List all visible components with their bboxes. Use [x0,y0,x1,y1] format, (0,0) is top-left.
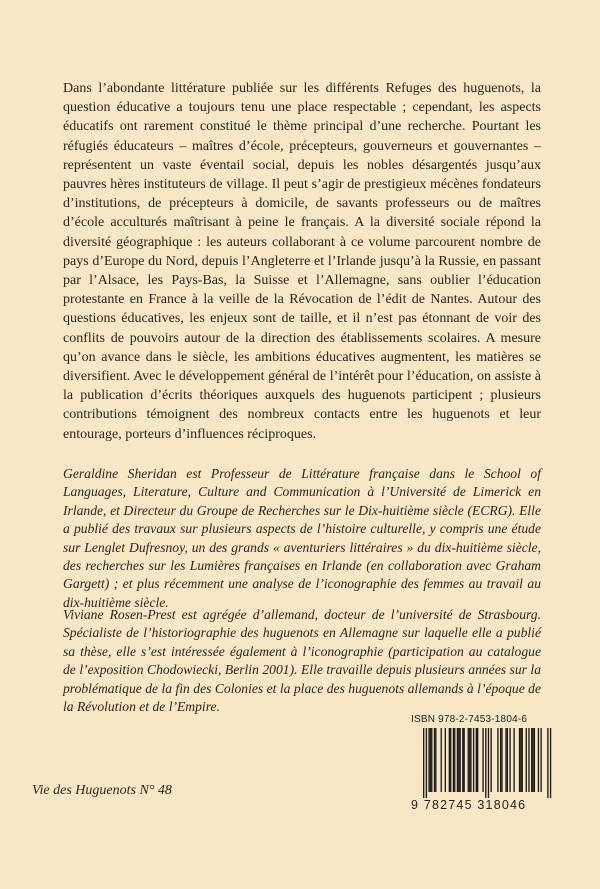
summary-paragraph: Dans l’abondante littérature publiée sur les différents Refuges des huguenots, la question éducative a toujours tenu une place respectable ; cependant, les aspects éducatifs ont rarement constitué le thème principal d’une recherche. Pourtant les réfugiés éducateurs – maîtres d’école, précepteurs, gouverneurs et gouvernantes – représentent un vaste éventail social, depuis les nobles désargentés jusqu’aux pauvres hères instituteurs de village. Il peut s’agir de prestigieux mécènes fondateurs d’institutions, de précepteurs à domicile, de savants professeurs ou de maîtres d’école acculturés maîtrisant à peine le français. A la diversité sociale répond la diversité géographique : les auteurs collaborant à ce volume parcourent nombre de pays d’Europe du Nord, depuis l’Angleterre et l’Irlande jusqu’à la Russie, en passant par l’Alsace, les Pays-Bas, la Suisse et l’Allemagne, sans oublier l’éducation protestante en France à la veille de la Révocation de l’édit de Nantes. Autour des questions éducatives, les enjeux sont de taille, et il n’est pas étonnant de voir des conflits de pouvoirs autour de la direction des établissements scolaires. A mesure qu’on avance dans le siècle, les ambitions éducatives augmentent, les matières se diversifient. Avec le développement général de l’intérêt pour l’éducation, on assiste à la publication d’écrits théoriques auxquels des huguenots participent ; plusieurs contributions témoignent des nombreux contacts entre les huguenots et leur entourage, porteurs d’influences réciproques. [63,81,541,442]
barcode-bar [450,728,451,792]
author-bio-sheridan [63,465,541,612]
barcode-bar [441,728,442,792]
barcode-bar [426,728,427,798]
barcode-bar [445,728,446,792]
barcode-bar [547,728,548,798]
author-bio-text: Viviane Rosen-Prest est agrégée d’allemand, docteur de l’université de Strasbourg. Spécialiste de l’historiographie des huguenots en Allemagne sur laquelle elle a publié sa thèse, elle s’est intéressée également à l’iconographie (participation au catalogue de l’exposition Chodowiecki, Berlin 2001). Elle travaille depuis plusieurs années sur la problématique de la fin des Colonies et la place des huguenots allemands à l’époque de la Révolution et de l’Empire. [63,607,541,715]
barcode-bar [470,728,471,792]
series-label: Vie des Huguenots N° 48 [32,783,172,798]
barcode-bar [434,728,435,792]
barcode-bar [423,728,424,798]
barcode-bar [491,728,492,792]
barcode-bar [431,728,432,792]
isbn-barcode-block [411,714,559,816]
barcode-bar [500,728,501,792]
barcode-bar [462,728,463,792]
barcode-bar [550,728,551,798]
barcode-bar [476,728,477,792]
author-bio-rosen-prest [63,606,541,716]
barcode-bar [464,728,465,792]
barcode-bar [513,728,514,792]
barcode-bar [488,728,489,798]
barcode-bar [528,728,529,792]
barcode-bar [468,728,469,792]
barcode-bar [520,728,521,792]
author-bio-text: Geraldine Sheridan est Professeur de Littérature française dans le School of Languages, Literature, Culture and Communication à l’Université de Limerick en Irlande, et Directeur du Groupe de Recherches sur le Dix-huitième siècle (ECRG). Elle a publié des travaux sur plusieurs aspects de l’histoire culturelle, y compris une étude sur Lenglet Dufresnoy, un des grands « aventuriers littéraires » du dix-huitième siècle, des recherches sur les Lumières françaises en Irlande (en collaboration avec Graham Gargett) ; et plus récemment une analyse de l’iconographie des femmes au travail au dix-huitième siècle. [63,466,541,610]
barcode-bar [507,728,508,792]
barcode-bar [435,728,436,792]
barcode-bar [477,728,478,792]
barcode-bar [509,728,510,792]
barcode-bar [532,728,533,792]
barcode-bar [469,728,470,792]
barcode-bar [449,728,450,792]
barcode-bar [453,728,454,792]
barcode-bar [505,728,506,792]
barcode-bar [459,728,460,792]
barcode-bar [485,728,486,798]
barcode-bar [457,728,458,792]
barcode-bar [540,728,541,792]
barcode-bar [497,728,498,792]
barcode-bar [519,728,520,792]
barcode-bar [501,728,502,792]
barcode-bar [458,728,459,792]
barcode-image [411,728,559,798]
summary-text [63,79,541,444]
barcode-bar [538,728,539,792]
barcode-bar [531,728,532,792]
isbn-label: ISBN 978-2-7453-1804-6 [411,714,528,725]
barcode-bar [526,728,527,792]
barcode-bar [482,728,483,792]
barcode-bar [534,728,535,792]
barcode-bar [473,728,474,792]
barcode-bar [430,728,431,792]
barcode-bar [522,728,523,792]
barcode-bar [454,728,455,792]
barcode-bar [428,728,429,792]
ean-digits: 9 782745 318046 [411,798,527,812]
